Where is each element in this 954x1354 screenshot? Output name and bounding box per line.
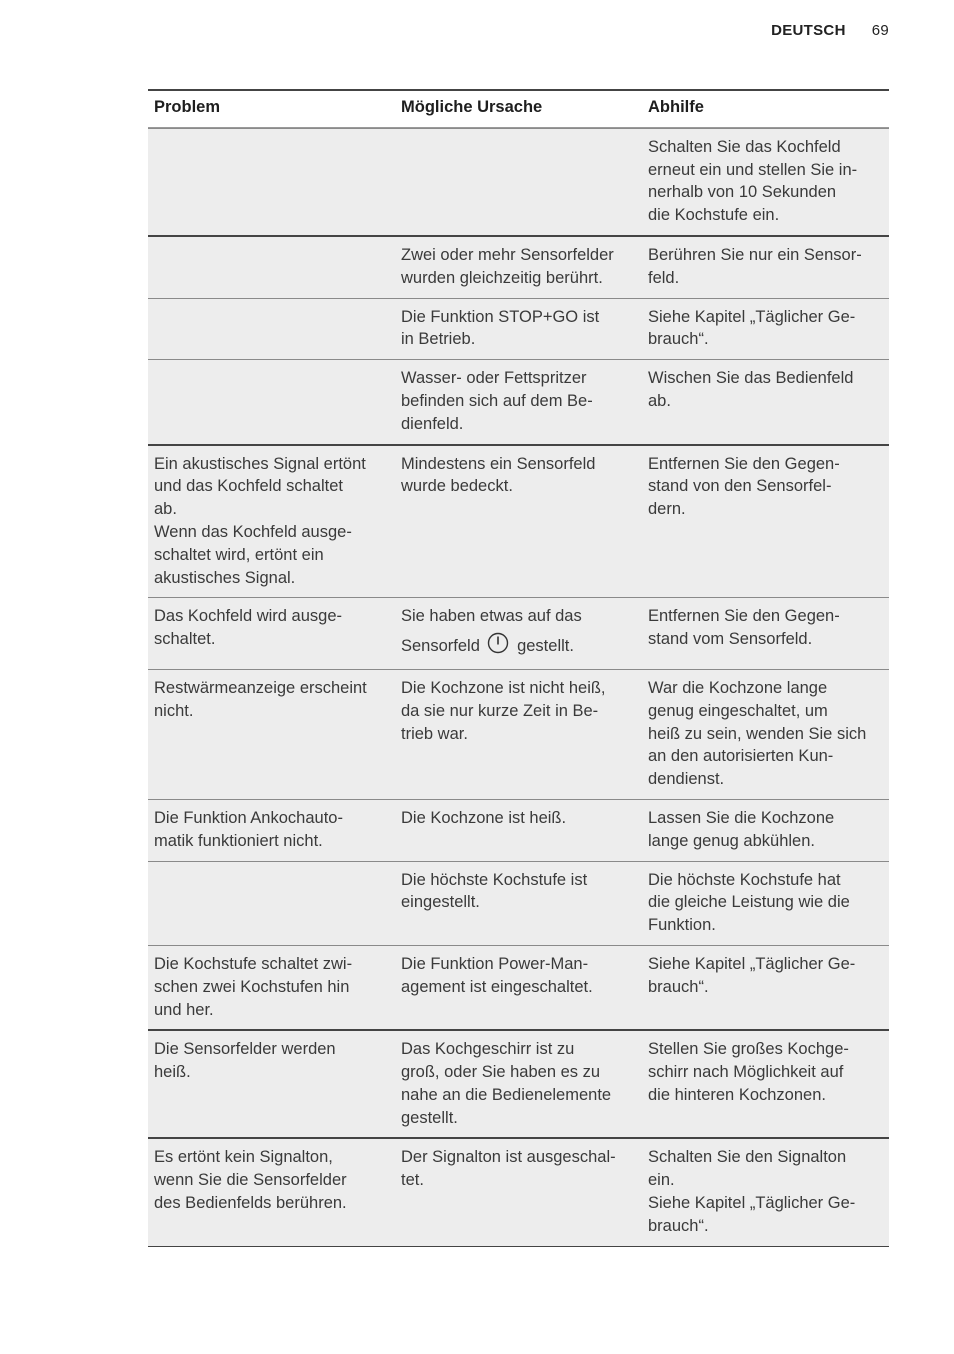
cause-line: Sie haben etwas auf das: [401, 607, 582, 626]
cause-cell: Mindestens ein Sensorfeld wurde bedeckt.: [401, 454, 596, 496]
problem-cell: Die Funktion Ankochauto- matik funktioniert nicht.: [154, 808, 343, 850]
cause-text: Sensorfeld: [401, 637, 480, 656]
table-row: [148, 861, 889, 945]
table-row: [148, 359, 889, 443]
cause-cell: Die Funktion STOP+GO ist in Betrieb.: [401, 307, 600, 349]
cause-text: gestellt.: [517, 637, 574, 656]
remedy-cell: Entfernen Sie den Gegen- stand vom Sensorfeld.: [648, 607, 840, 649]
page-header: [771, 22, 889, 39]
problem-cell: Die Sensorfelder werden heiß.: [154, 1040, 336, 1082]
remedy-cell: Siehe Kapitel „Täglicher Ge- brauch“.: [648, 954, 856, 996]
problem-cell: [148, 129, 395, 235]
column-header-cause: Mögliche Ursache: [401, 98, 543, 116]
problem-cell: [148, 237, 395, 298]
remedy-cell: Siehe Kapitel „Täglicher Ge- brauch“.: [648, 307, 856, 349]
remedy-cell: War die Kochzone lange genug eingeschaltet, um heiß zu sein, wenden Sie sich an den autorisierten Kun- dendienst.: [648, 678, 867, 789]
remedy-cell: Berühren Sie nur ein Sensor- feld.: [648, 245, 862, 287]
table-row: [148, 799, 889, 861]
problem-cell: Das Kochfeld wird ausge- schaltet.: [154, 607, 343, 649]
table-header-row: [148, 91, 889, 128]
table-row: [148, 444, 889, 598]
problem-cell: [148, 360, 395, 443]
remedy-cell: Schalten Sie das Kochfeld erneut ein und stellen Sie in- nerhalb von 10 Sekunden die Kochstufe ein.: [648, 137, 858, 225]
cause-cell: Das Kochgeschirr ist zu groß, oder Sie haben es zu nahe an die Bedienelemente gestellt.: [401, 1040, 612, 1127]
page-number: 69: [871, 22, 889, 39]
table-row: [148, 235, 889, 298]
cause-cell: Die Kochzone ist nicht heiß, da sie nur kurze Zeit in Be- trieb war.: [401, 678, 606, 743]
cause-cell: Die Kochzone ist heiß.: [401, 808, 567, 827]
problem-cell: Restwärmeanzeige erscheint nicht.: [154, 678, 367, 720]
table-row: [148, 597, 889, 669]
table-row: [148, 945, 889, 1029]
table-row: [148, 298, 889, 360]
remedy-cell: Stellen Sie großes Kochge- schirr nach Möglichkeit auf die hinteren Kochzonen.: [648, 1040, 849, 1104]
cause-cell: Die Funktion Power-Man- agement ist eingeschaltet.: [401, 954, 593, 996]
remedy-cell: Lassen Sie die Kochzone lange genug abkühlen.: [648, 808, 835, 850]
problem-cell: Es ertönt kein Signalton, wenn Sie die Sensorfelder des Bedienfelds berühren.: [154, 1148, 347, 1213]
remedy-cell: Wischen Sie das Bedienfeld ab.: [648, 369, 854, 410]
remedy-cell: Entfernen Sie den Gegen- stand von den Sensorfel- dern.: [648, 454, 840, 519]
cause-cell: [395, 598, 642, 669]
column-header-problem: Problem: [154, 98, 221, 116]
problem-cell: Ein akustisches Signal ertönt und das Kochfeld schaltet ab. Wenn das Kochfeld ausge- schaltet wird, ertönt ein akustisches Signal.: [154, 454, 366, 587]
problem-cell: [148, 299, 395, 360]
problem-cell: Die Kochstufe schaltet zwi- schen zwei Kochstufen hin und her.: [154, 954, 353, 1019]
cause-cell: Zwei oder mehr Sensorfelder wurden gleichzeitig berührt.: [401, 245, 614, 287]
cause-cell: Der Signalton ist ausgeschal- tet.: [401, 1148, 616, 1190]
troubleshooting-table: [148, 89, 889, 1247]
problem-cell: [148, 862, 395, 945]
column-header-remedy: Abhilfe: [648, 98, 704, 116]
language-label: DEUTSCH: [771, 22, 846, 39]
table-row: [148, 1137, 889, 1246]
cause-cell: Wasser- oder Fettspritzer befinden sich auf dem Be- dienfeld.: [401, 369, 593, 433]
table-row: [148, 1029, 889, 1137]
remedy-cell: Schalten Sie den Signalton ein. Siehe Kapitel „Täglicher Ge- brauch“.: [648, 1148, 856, 1235]
power-icon: [487, 632, 509, 661]
cause-cell: Die höchste Kochstufe ist eingestellt.: [401, 870, 588, 912]
table-row: [148, 128, 889, 235]
remedy-cell: Die höchste Kochstufe hat die gleiche Leistung wie die Funktion.: [648, 870, 850, 935]
cause-cell: [395, 129, 642, 235]
table-row: [148, 669, 889, 799]
